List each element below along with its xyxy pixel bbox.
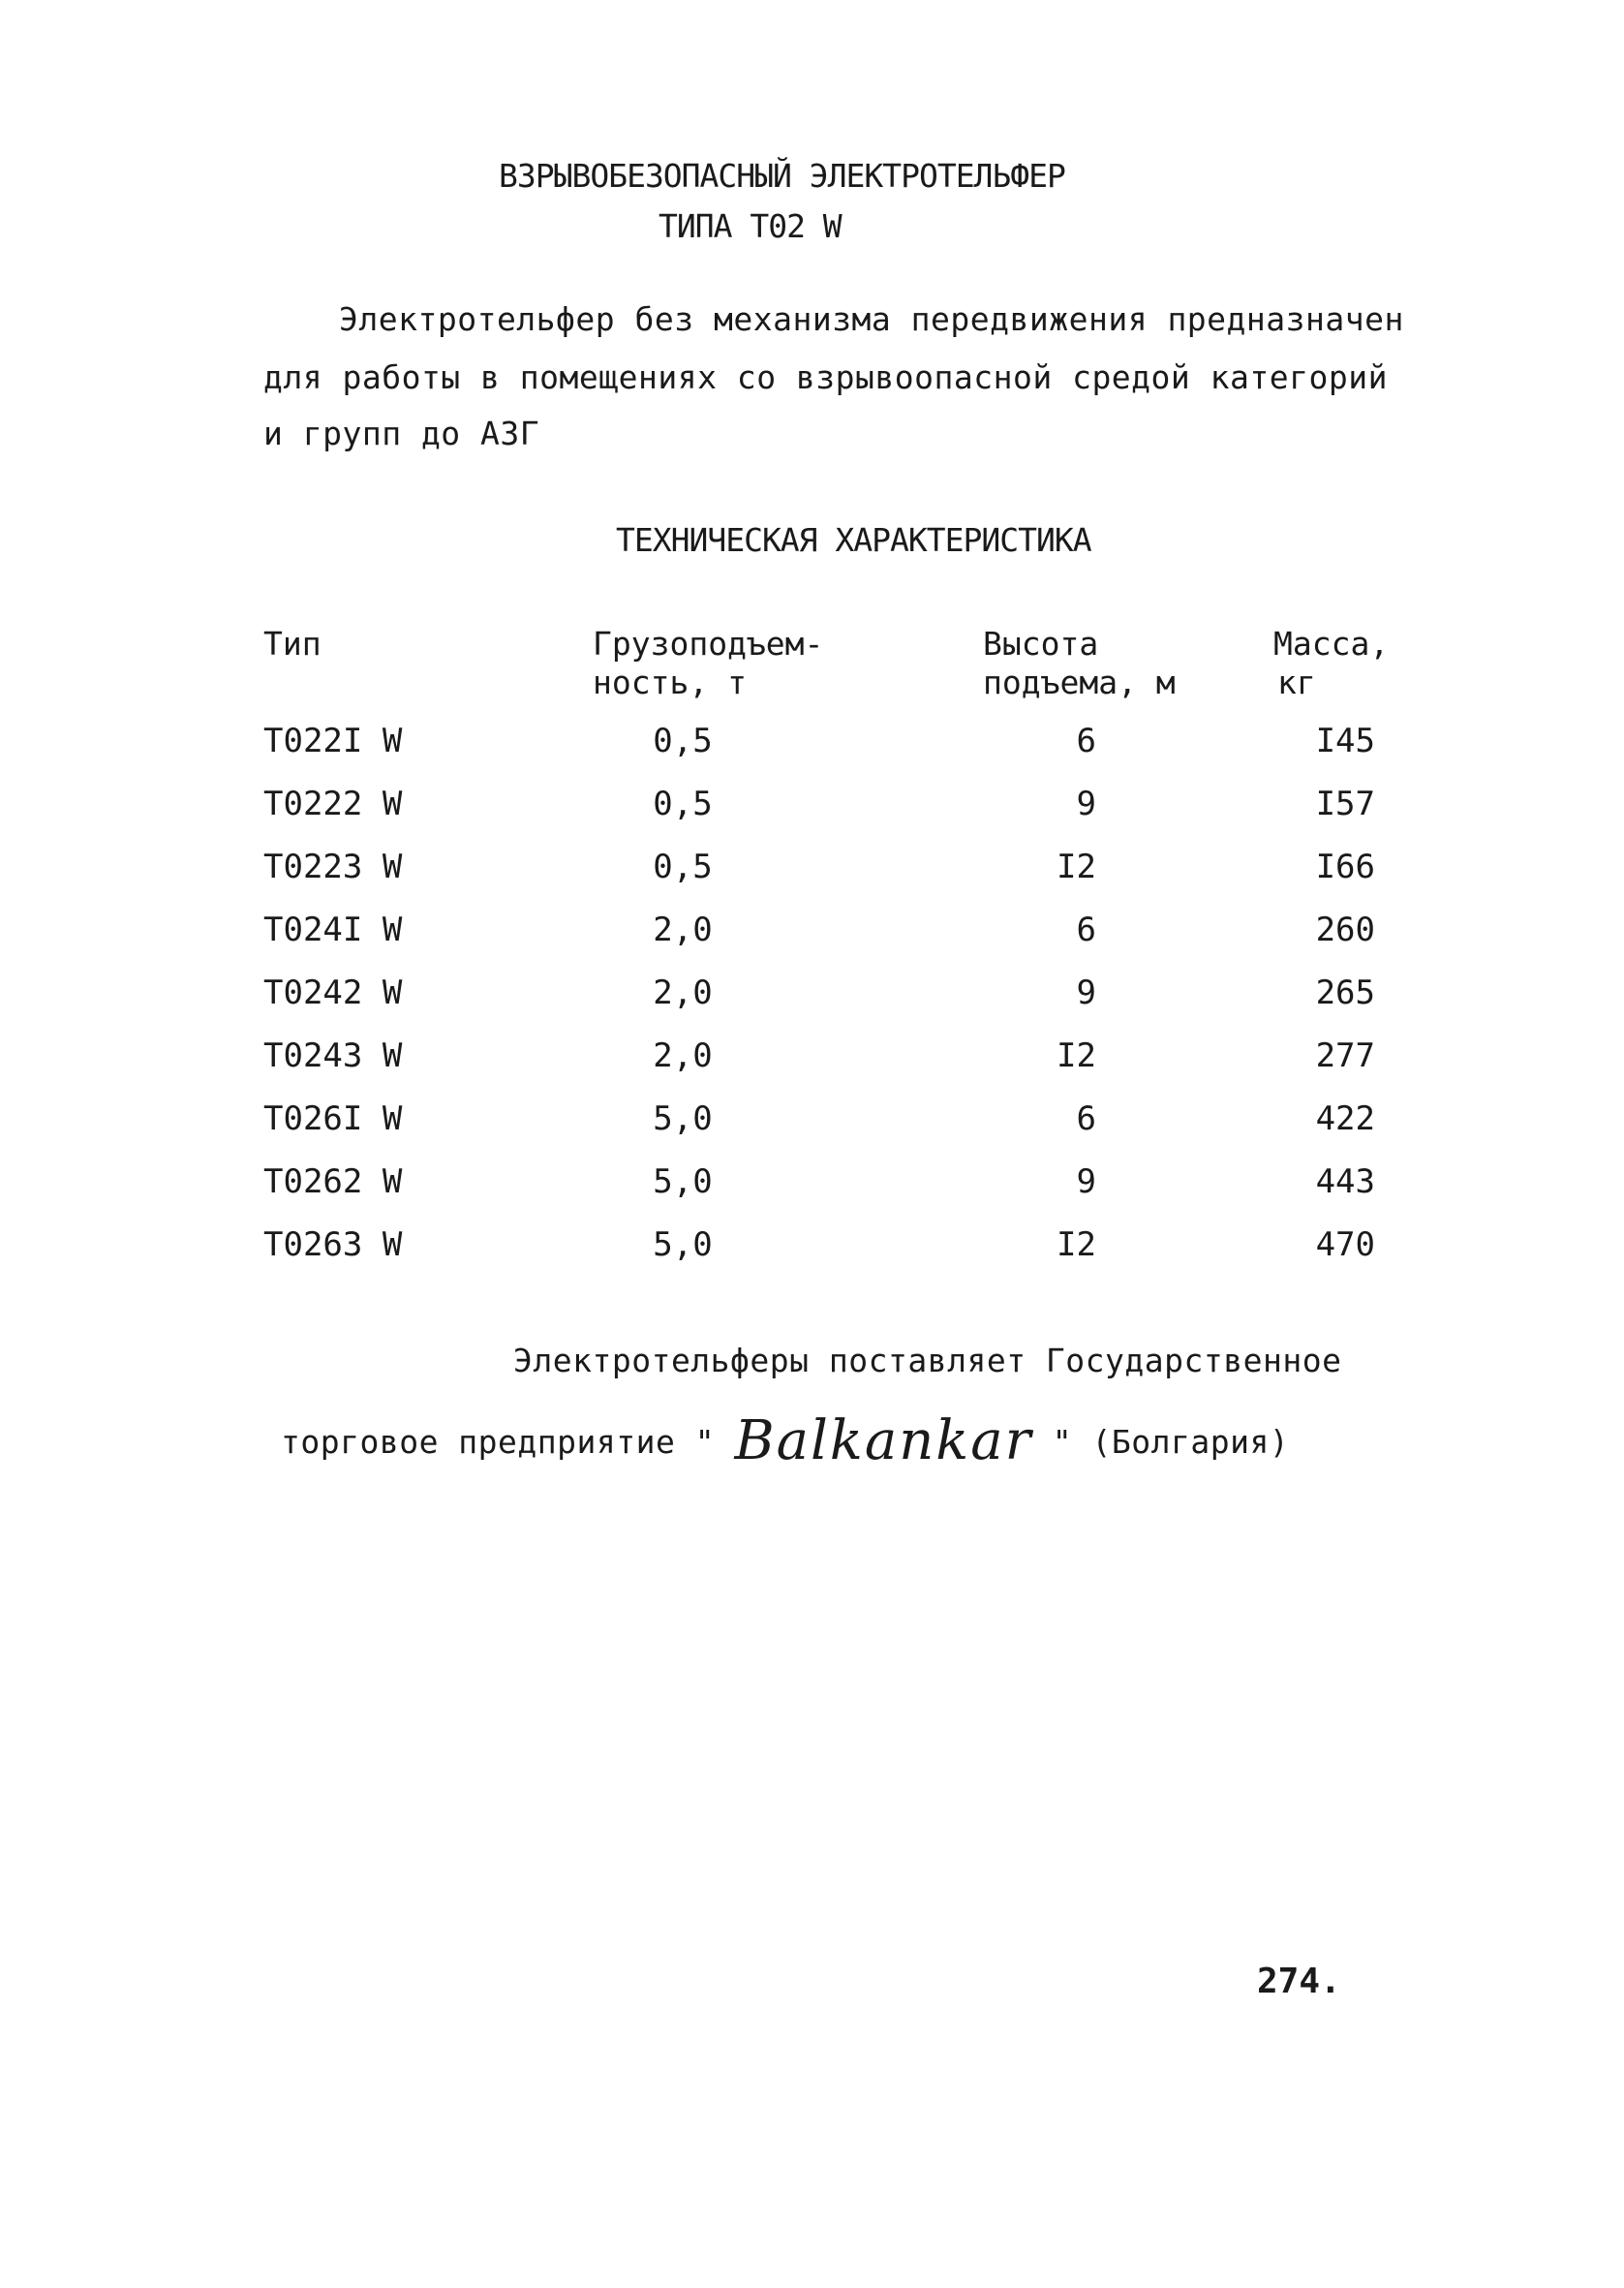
cell-height: I2 bbox=[1057, 1036, 1096, 1075]
cell-capacity: 2,0 bbox=[653, 1036, 713, 1075]
cell-type: Т026I W bbox=[263, 1099, 403, 1138]
cell-capacity: 5,0 bbox=[653, 1225, 713, 1264]
cell-type: Т022I W bbox=[263, 722, 403, 760]
cell-height: 9 bbox=[1076, 974, 1096, 1012]
column-header-type: Тип bbox=[263, 625, 322, 663]
title-line-2: ТИПА Т02 W bbox=[659, 207, 842, 245]
intro-line-1: Электротельфер без механизма передвижения предназначен bbox=[339, 300, 1404, 338]
cell-capacity: 2,0 bbox=[653, 911, 713, 949]
cell-capacity: 0,5 bbox=[653, 785, 713, 823]
cell-type: Т0222 W bbox=[263, 785, 403, 823]
cell-capacity: 2,0 bbox=[653, 974, 713, 1012]
column-header-height-line-2: подъема, м bbox=[983, 664, 1176, 701]
cell-type: Т0223 W bbox=[263, 848, 403, 886]
cell-capacity: 5,0 bbox=[653, 1099, 713, 1138]
cell-mass: I66 bbox=[1315, 848, 1375, 886]
column-header-mass-line-1: Масса, bbox=[1273, 625, 1390, 663]
column-header-capacity bbox=[593, 625, 823, 702]
column-header-mass-line-2: кг bbox=[1277, 664, 1316, 701]
cell-mass: I45 bbox=[1315, 722, 1375, 760]
cell-type: Т0243 W bbox=[263, 1036, 403, 1075]
intro-line-2: для работы в помещениях со взрывоопасной средой категорий bbox=[263, 358, 1388, 396]
supplier-line-2-suffix: " (Болгария) bbox=[1052, 1423, 1290, 1461]
cell-type: Т0263 W bbox=[263, 1225, 403, 1264]
cell-mass: I57 bbox=[1315, 785, 1375, 823]
column-header-mass bbox=[1273, 625, 1389, 702]
cell-height: 6 bbox=[1076, 911, 1096, 949]
cell-capacity: 0,5 bbox=[653, 722, 713, 760]
cell-mass: 265 bbox=[1315, 974, 1375, 1012]
cell-mass: 277 bbox=[1315, 1036, 1375, 1075]
column-header-capacity-line-1: Грузоподъем- bbox=[593, 625, 824, 663]
cell-height: 6 bbox=[1076, 722, 1096, 760]
cell-type: Т0242 W bbox=[263, 974, 403, 1012]
supplier-name: Balkankar bbox=[734, 1409, 1033, 1472]
cell-mass: 260 bbox=[1315, 911, 1375, 949]
cell-type: Т0262 W bbox=[263, 1162, 403, 1201]
cell-capacity: 0,5 bbox=[653, 848, 713, 886]
cell-height: 6 bbox=[1076, 1099, 1096, 1138]
supplier-line-2-prefix: торговое предприятие " bbox=[281, 1423, 716, 1461]
cell-mass: 422 bbox=[1315, 1099, 1375, 1138]
cell-type: Т024I W bbox=[263, 911, 403, 949]
cell-height: I2 bbox=[1057, 1225, 1096, 1264]
supplier-line-1: Электротельферы поставляет Государственное bbox=[513, 1342, 1342, 1379]
cell-height: 9 bbox=[1076, 1162, 1096, 1201]
supplier-line-2 bbox=[281, 1409, 1289, 1472]
cell-mass: 443 bbox=[1315, 1162, 1375, 1201]
intro-line-3: и групп до А3Г bbox=[263, 415, 540, 452]
column-header-height bbox=[983, 625, 1176, 702]
spec-heading: ТЕХНИЧЕСКАЯ ХАРАКТЕРИСТИКА bbox=[616, 521, 1091, 559]
column-header-capacity-line-2: ность, т bbox=[593, 664, 747, 701]
cell-height: 9 bbox=[1076, 785, 1096, 823]
page-number: 274. bbox=[1257, 1962, 1341, 2001]
column-header-height-line-1: Высота bbox=[983, 625, 1099, 663]
cell-capacity: 5,0 bbox=[653, 1162, 713, 1201]
title-line-1: ВЗРЫВОБЕЗОПАСНЫЙ ЭЛЕКТРОТЕЛЬФЕР bbox=[499, 157, 1065, 195]
cell-height: I2 bbox=[1057, 848, 1096, 886]
cell-mass: 470 bbox=[1315, 1225, 1375, 1264]
